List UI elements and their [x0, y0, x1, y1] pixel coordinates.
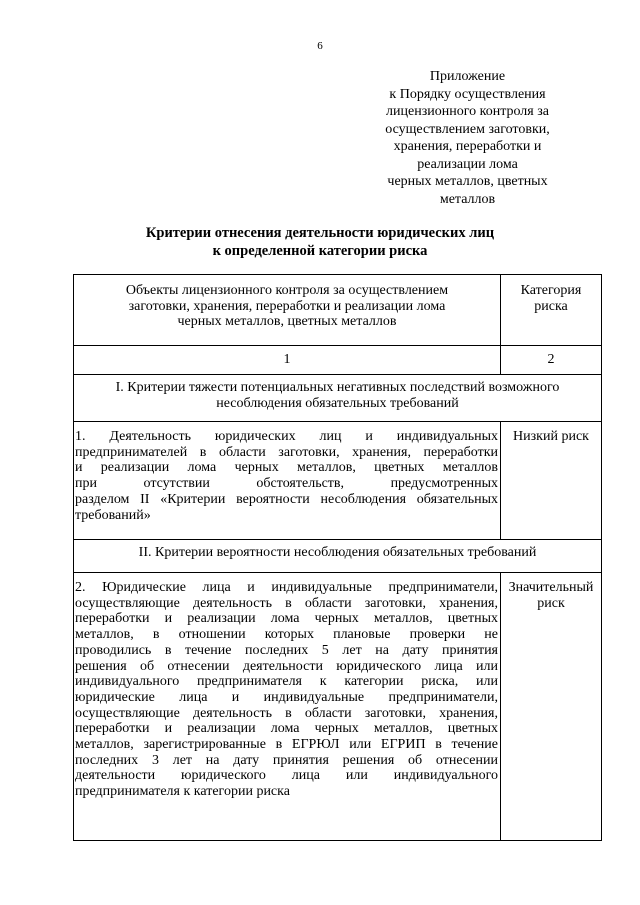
row-1-line: при отсутствии обстоятельств, предусмотренных: [75, 476, 498, 492]
row-2-line: деятельности юридического лица или индивидуального: [75, 768, 498, 784]
appendix-line: металлов: [439, 191, 496, 207]
row-1-line: требований»: [75, 507, 151, 523]
section-2-row: [74, 540, 602, 573]
section-1-heading: [74, 375, 602, 422]
header-objects-line: черных металлов, цветных металлов: [177, 314, 397, 330]
row-2-line: проводились в течение последних 5 лет на дату принятия: [75, 642, 498, 658]
row-1-line: и реализации лома черных металлов, цветных металлов: [75, 460, 498, 476]
header-objects-line: Объекты лицензионного контроля за осуществлением: [125, 283, 449, 298]
page-number: 6: [317, 40, 323, 52]
row-2-line: юридические лица и индивидуальные предприниматели,: [75, 689, 498, 705]
title-line-1: Критерии отнесения деятельности юридических лиц: [145, 225, 495, 241]
appendix-line: к Порядку осуществления: [389, 86, 546, 102]
appendix-line: хранения, переработки и: [393, 139, 542, 154]
row-2-line: последних 3 лет на дату принятия решения об отнесении: [75, 752, 498, 768]
column-number-1: 1: [74, 346, 501, 375]
section-1-line: несоблюдения обязательных требований: [216, 395, 459, 411]
column-number-row: [74, 346, 602, 375]
row-2-line: осуществляющие деятельность в области заготовки, хранения,: [75, 705, 498, 721]
row-1-line: 1. Деятельность юридических лиц и индивидуальных: [75, 429, 498, 444]
column-number-2: 2: [501, 346, 602, 375]
row-2-description: [74, 573, 501, 841]
appendix-note: [360, 68, 575, 208]
section-1-row: [74, 375, 602, 422]
appendix-line: осуществлением заготовки,: [385, 121, 550, 137]
section-2-heading: II. Критерии вероятности несоблюдения обязательных требований: [74, 540, 602, 573]
header-category-line: риска: [534, 298, 568, 314]
row-1-category: Низкий риск: [501, 422, 602, 540]
row-2-line: решения об отнесении деятельности юридического лица или: [75, 658, 498, 674]
title-line-2: к определенной категории риска: [212, 243, 428, 259]
row-2-line: металлов, зарегистрированные в ЕГРЮЛ или ЕГРИП в течение: [75, 737, 498, 753]
table-row: [74, 422, 602, 540]
appendix-line: лицензионного контроля за: [386, 104, 549, 119]
header-category-cell: [501, 275, 602, 346]
appendix-line: черных металлов, цветных: [387, 174, 548, 189]
header-objects-line: заготовки, хранения, переработки и реализации лома: [128, 298, 446, 314]
table-header-row: [74, 275, 602, 346]
row-2-category-line: риск: [537, 595, 565, 611]
row-1-description: [74, 422, 501, 540]
row-2-category: [501, 573, 602, 841]
appendix-line: Приложение: [429, 69, 506, 84]
document-title: [0, 224, 640, 260]
row-2-category-line: Значительный: [508, 580, 594, 595]
row-2-line: переработки и реализации лома черных металлов, цветных: [75, 721, 498, 737]
row-2-line: переработки и реализации лома черных металлов, цветных: [75, 611, 498, 627]
table-row: [74, 573, 602, 841]
appendix-line: реализации лома: [417, 156, 518, 172]
row-2-line: металлов, в отношении которых плановые проверки не: [75, 627, 498, 643]
row-2-line: индивидуального предпринимателя к категории риска, или: [75, 674, 498, 690]
row-2-line: 2. Юридические лица и индивидуальные предприниматели,: [75, 580, 498, 595]
row-1-line: разделом II «Критерии вероятности несоблюдения обязательных: [75, 491, 498, 507]
header-objects-cell: [74, 275, 501, 346]
section-1-line: I. Критерии тяжести потенциальных негативных последствий возможного: [115, 380, 560, 395]
header-category-line: Категория: [520, 283, 582, 298]
criteria-table: [73, 274, 602, 841]
row-1-line: предпринимателей в области заготовки, хранения, переработки: [75, 444, 498, 460]
row-2-line: предпринимателя к категории риска: [75, 784, 290, 800]
row-2-line: осуществляющие деятельность в области заготовки, хранения,: [75, 595, 498, 611]
